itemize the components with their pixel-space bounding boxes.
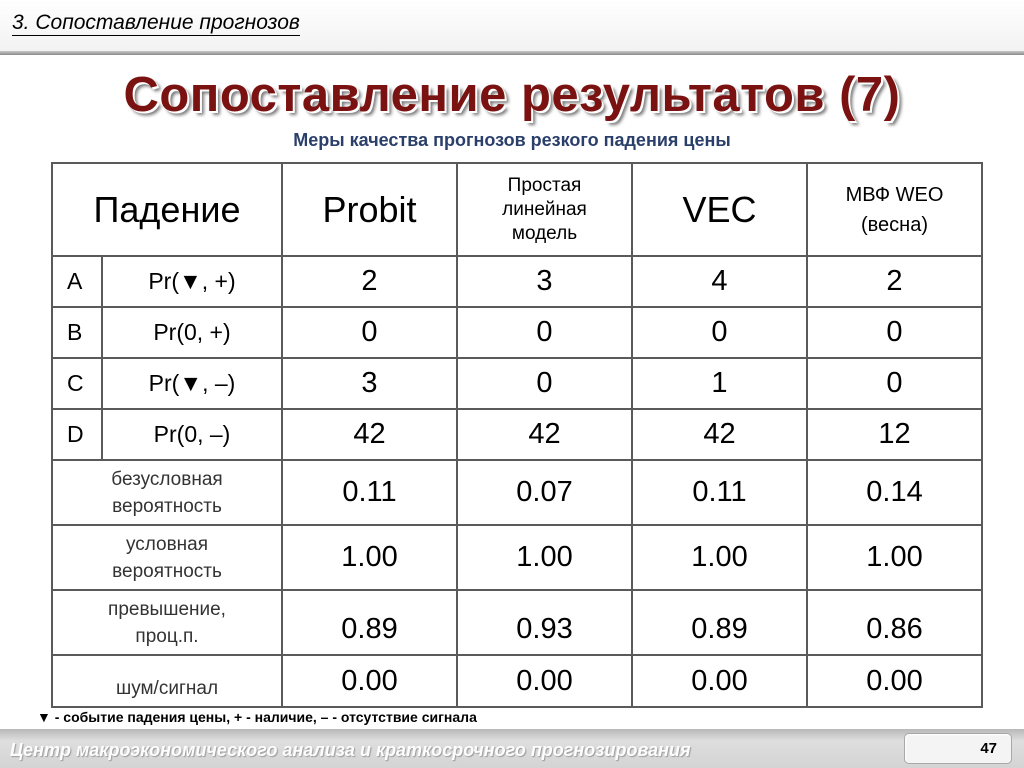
table-cell: 0.11 — [632, 460, 807, 525]
legend-footnote: ▼ - событие падения цены, + - наличие, – - отсутствие сигнала — [37, 709, 477, 725]
table-cell: 2 — [282, 256, 457, 307]
table-cell: 0 — [282, 307, 457, 358]
stat-label-line1: шум/сигнал — [115, 678, 219, 699]
table-cell: 0 — [457, 307, 632, 358]
column-header-linear-line3: модель — [511, 222, 578, 244]
table-row — [52, 358, 982, 409]
table-cell: 0.07 — [457, 460, 632, 525]
table-cell: 3 — [282, 358, 457, 409]
table-cell: 42 — [632, 409, 807, 460]
table-cell: 0.89 — [282, 590, 457, 655]
table-cell: 42 — [457, 409, 632, 460]
column-header-linear-line2: линейная — [502, 198, 587, 220]
table-cell: 0 — [807, 358, 982, 409]
stat-label-line1: условная — [125, 533, 209, 555]
table-row — [52, 256, 982, 307]
row-label: Pr(▼, +) — [102, 256, 282, 307]
column-header-probit — [282, 163, 457, 256]
stat-label — [52, 460, 282, 525]
row-letter: B — [52, 307, 102, 358]
results-table — [51, 162, 983, 708]
section-title: 3. Сопоставление прогнозов — [12, 11, 300, 34]
slide-subtitle: Меры качества прогнозов резкого падения цены — [293, 130, 731, 150]
table-cell: 1.00 — [807, 525, 982, 590]
section-header — [0, 0, 1024, 55]
table-cell: 0.86 — [807, 590, 982, 655]
column-header-imf-line1: МВФ WEO — [845, 183, 944, 206]
table-row — [52, 307, 982, 358]
column-header-imf — [807, 163, 982, 256]
table-cell: 2 — [807, 256, 982, 307]
page-number-box — [904, 733, 1012, 764]
table-cell: 0.14 — [807, 460, 982, 525]
column-header-linear — [457, 163, 632, 256]
stat-label-line1: превышение, — [108, 598, 226, 620]
stat-label-line2: проц.п. — [135, 625, 199, 647]
table-cell: 0.00 — [632, 655, 807, 707]
table-cell: 4 — [632, 256, 807, 307]
table-cell: 1 — [632, 358, 807, 409]
stat-label-line2: вероятность — [112, 495, 222, 517]
header-divider — [0, 51, 1024, 55]
table-cell: 0.00 — [457, 655, 632, 707]
table-cell: 0 — [457, 358, 632, 409]
footer-org-name: Центр макроэкономического анализа и краткосрочного прогнозирования — [10, 740, 691, 760]
row-label: Pr(▼, –) — [102, 358, 282, 409]
table-cell: 1.00 — [632, 525, 807, 590]
table-cell: 1.00 — [457, 525, 632, 590]
stat-label-line1: безусловная — [111, 468, 223, 490]
table-cell: 0.89 — [632, 590, 807, 655]
row-letter: D — [52, 409, 102, 460]
table-cell: 0 — [807, 307, 982, 358]
table-cell: 12 — [807, 409, 982, 460]
table-cell: 0.11 — [282, 460, 457, 525]
table-cell: 1.00 — [282, 525, 457, 590]
column-header-vec — [632, 163, 807, 256]
table-cell: 3 — [457, 256, 632, 307]
table-row — [52, 525, 982, 590]
page-number: 47 — [980, 740, 997, 757]
column-header-imf-line2: (весна) — [860, 213, 928, 236]
slide-title: Сопоставление результатов (7) — [123, 68, 901, 122]
row-letter: C — [52, 358, 102, 409]
table-row — [52, 460, 982, 525]
header-row — [52, 163, 982, 256]
table-cell: 0 — [632, 307, 807, 358]
corner-header: Падение — [52, 163, 282, 256]
table-cell: 0.00 — [807, 655, 982, 707]
column-header-probit-label: Probit — [322, 188, 417, 230]
table-row — [52, 409, 982, 460]
column-header-linear-line1: Простая — [507, 174, 582, 196]
table-row — [52, 655, 982, 707]
stat-label — [52, 590, 282, 655]
row-label: Pr(0, –) — [102, 409, 282, 460]
row-letter: A — [52, 256, 102, 307]
row-label: Pr(0, +) — [102, 307, 282, 358]
stat-label-line2: вероятность — [112, 560, 222, 582]
footer-bar — [0, 729, 1024, 768]
table-cell: 0.93 — [457, 590, 632, 655]
stat-label — [52, 525, 282, 590]
column-header-vec-label: VEC — [682, 188, 757, 230]
table-cell: 42 — [282, 409, 457, 460]
stat-label — [52, 655, 282, 707]
table-row — [52, 590, 982, 655]
table-cell: 0.00 — [282, 655, 457, 707]
